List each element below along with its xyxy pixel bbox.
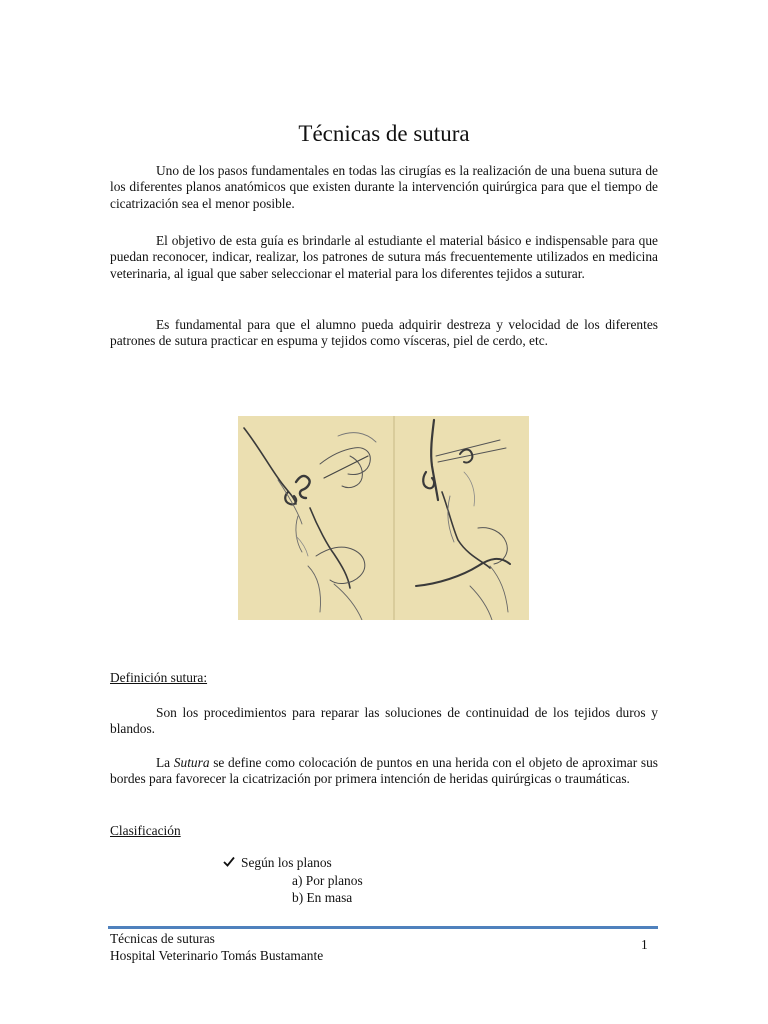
definition-heading: Definición sutura: [110, 670, 208, 685]
page-title: Técnicas de sutura [298, 121, 470, 146]
definition-paragraph-1: Son los procedimientos para reparar las soluciones de continuidad de los tejidos duros y blandos. [110, 705, 658, 737]
classification-item [223, 855, 332, 871]
suture-illustration [238, 416, 529, 620]
check-icon [223, 855, 241, 871]
classification-item-label: Según los planos [241, 855, 332, 870]
classification-subitem-b: b) En masa [292, 890, 353, 905]
intro-paragraph-2: El objetivo de esta guía es brindarle al estudiante el material básico e indispensable para que puedan reconocer, indicar, realizar, los patrones de sutura más frecuentemente utilizados en medicina veterinaria, al igual que saber seleccionar el material para los diferentes tejidos a suturar. [110, 233, 658, 281]
footer-rule [108, 926, 658, 929]
sutura-emphasis: Sutura [173, 755, 210, 770]
intro-paragraph-1: Uno de los pasos fundamentales en todas las cirugías es la realización de una buena sutura de los diferentes planos anatómicos que existen durante la intervención quirúrgica para que el tiempo de cicatrización sea el menor posible. [110, 163, 658, 211]
footer-line-2: Hospital Veterinario Tomás Bustamante [110, 947, 324, 963]
intro-paragraph-3: Es fundamental para que el alumno pueda adquirir destreza y velocidad de los diferentes patrones de sutura practicar en espuma y tejidos como vísceras, piel de cerdo, etc. [110, 317, 658, 349]
suture-drawing [238, 416, 529, 620]
definition-suffix: se define como colocación de puntos en una herida con el objeto de aproximar sus bordes para favorecer la cicatrización por primera intención de heridas quirúrgicas o traumáticas. [110, 755, 658, 787]
definition-prefix: La [156, 755, 174, 770]
classification-heading: Clasificación [110, 823, 181, 838]
page-number: 1 [641, 937, 648, 952]
footer-line-1: Técnicas de suturas [110, 931, 215, 946]
footer-text [110, 931, 323, 964]
classification-subitem-a: a) Por planos [292, 873, 363, 888]
definition-paragraph-2 [110, 755, 658, 788]
